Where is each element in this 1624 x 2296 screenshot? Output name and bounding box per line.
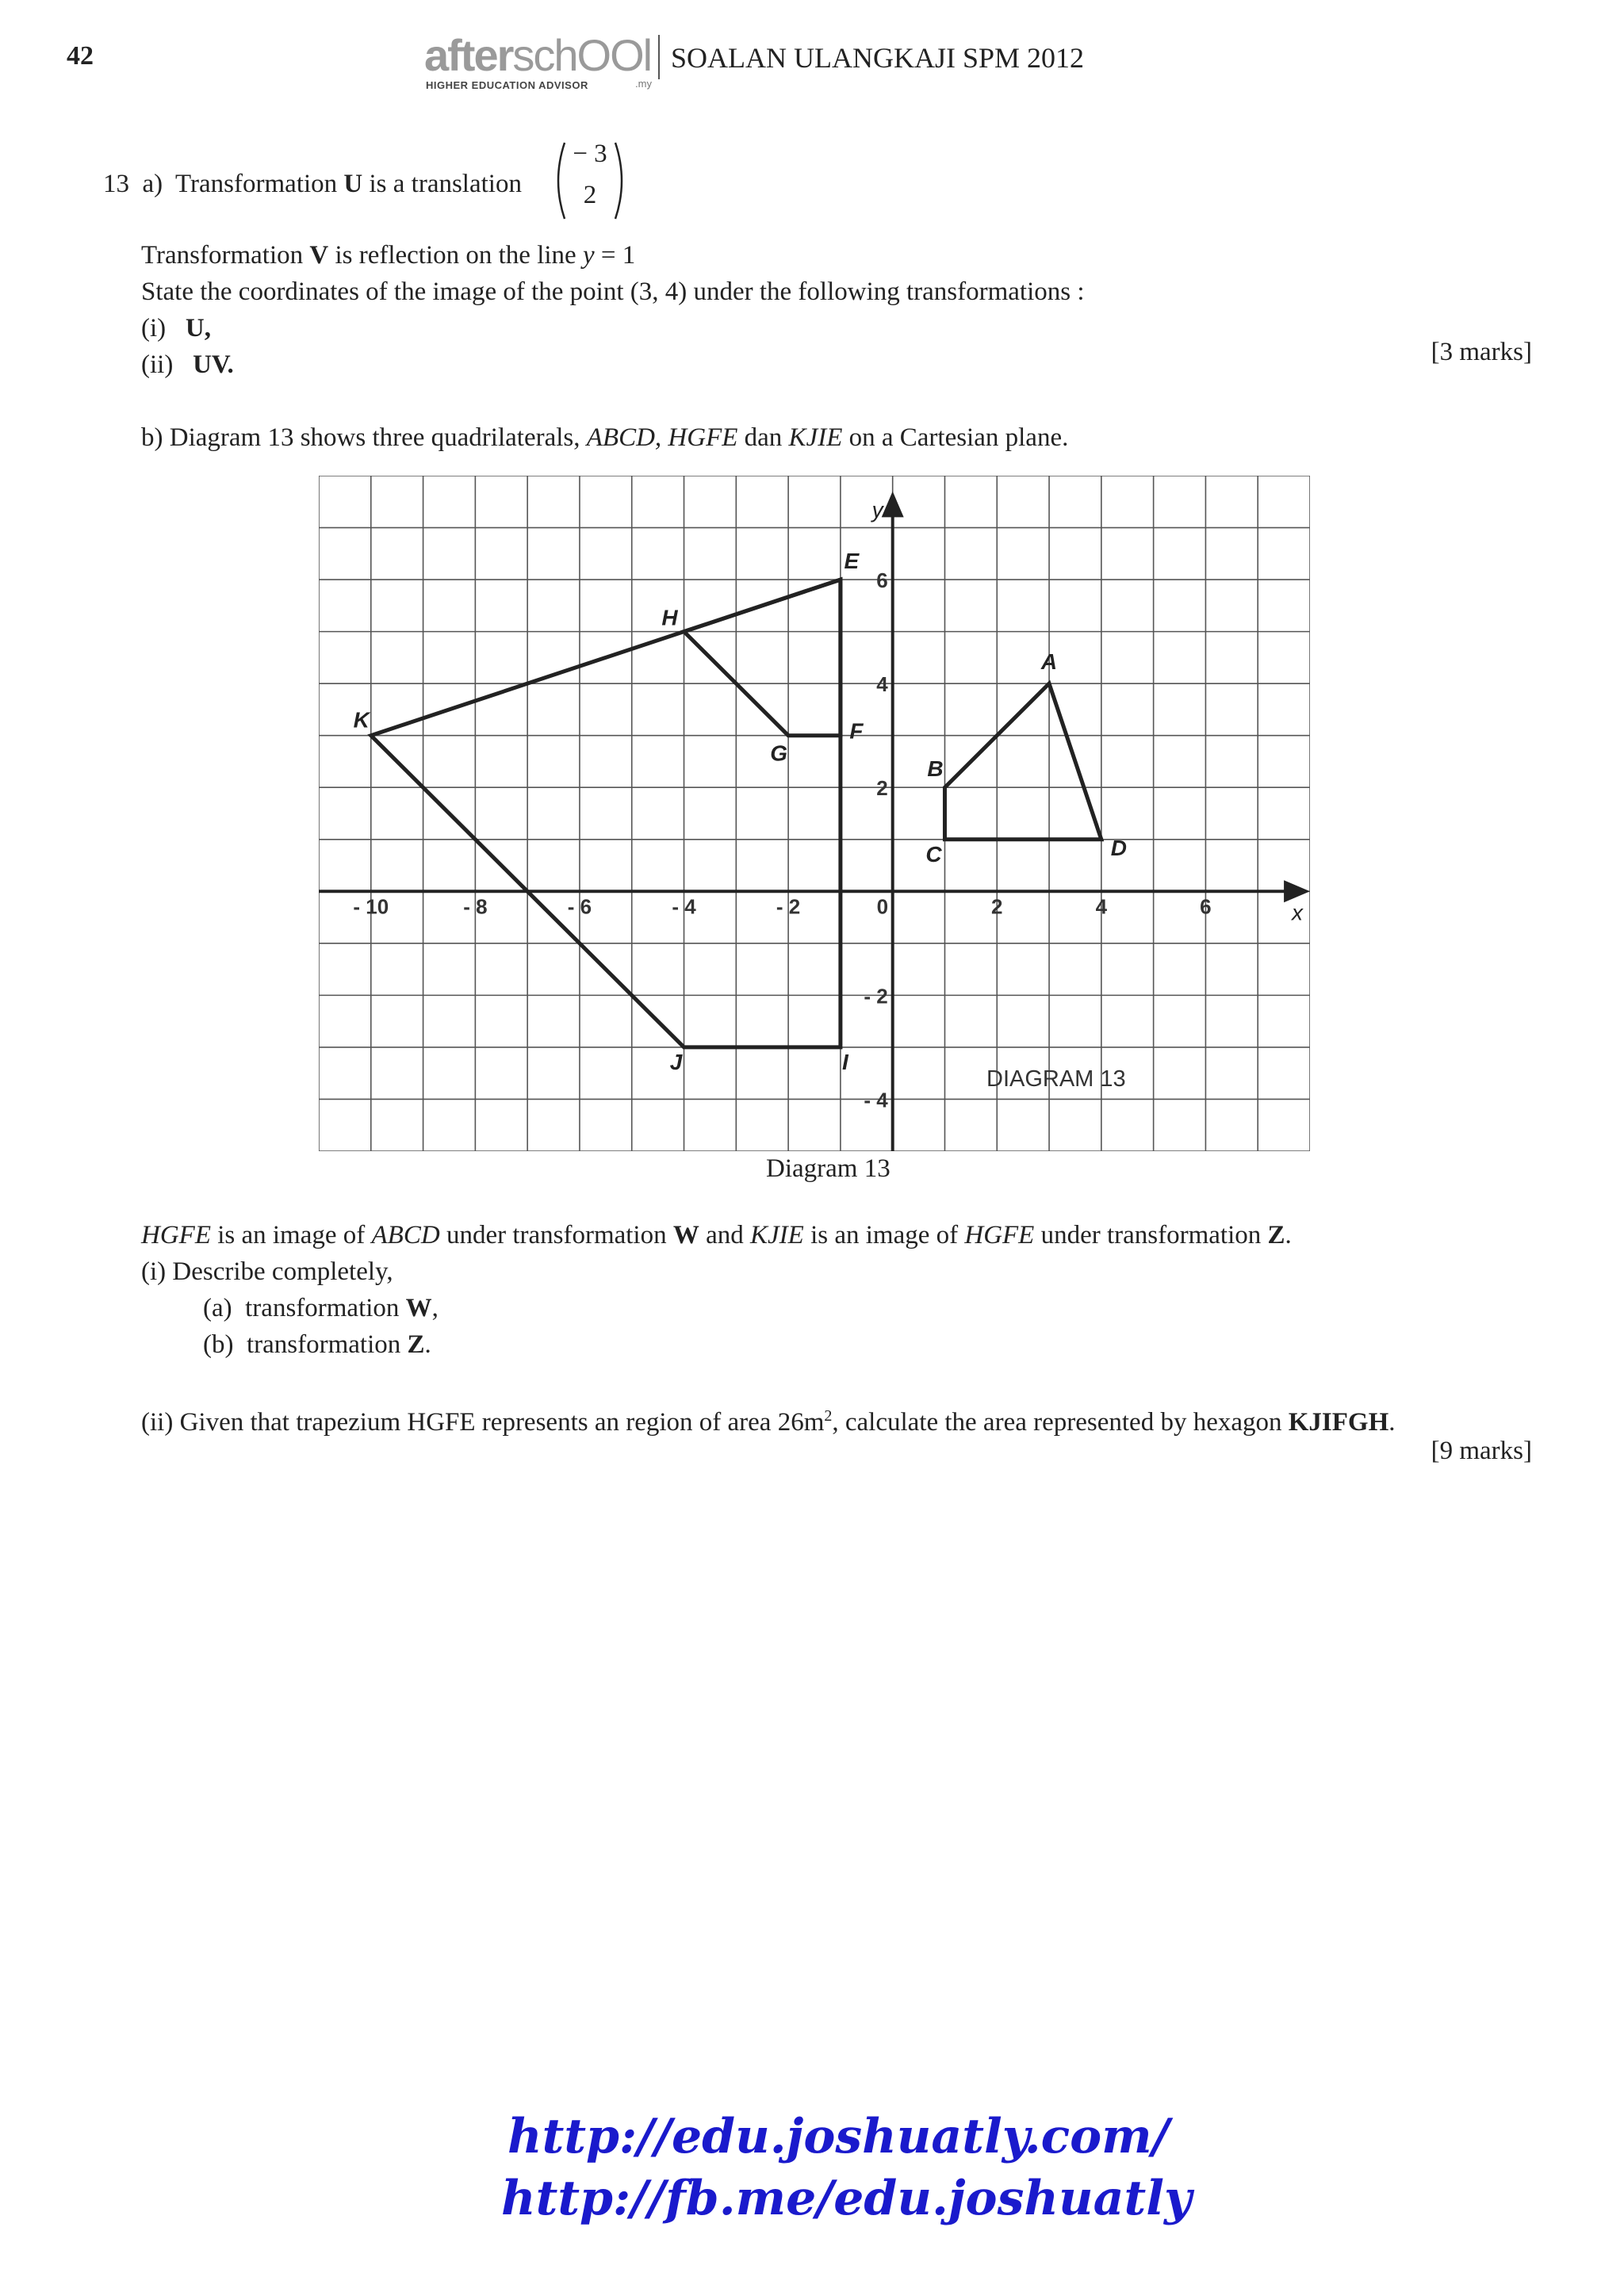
question-13b-statement (141, 1219, 1292, 1251)
question-13a-item-i (141, 312, 211, 344)
text: . (1285, 1221, 1292, 1249)
logo-suffix: .my (635, 78, 652, 90)
item-number: (b) (203, 1330, 234, 1359)
transformation-u: U (343, 170, 363, 198)
vertex-label-e: E (844, 549, 860, 574)
item-label: U, (185, 314, 211, 342)
y-tick-label: - 4 (864, 1088, 888, 1112)
footer-link-facebook[interactable]: http://fb.me/edu.joshuatly (501, 2171, 1192, 2226)
text: Transformation (141, 241, 310, 270)
origin-label: 0 (876, 894, 889, 919)
x-axis-label: x (1291, 900, 1303, 925)
vertex-label-h: H (661, 605, 678, 630)
footer-link-website[interactable]: http://edu.joshuatly.com/ (508, 2109, 1170, 2164)
transformation-w: W (405, 1294, 432, 1322)
variable-y: y (582, 241, 595, 270)
question-13b-ii (141, 1400, 1396, 1438)
item-label: UV. (193, 350, 234, 379)
text: KJIE (750, 1221, 804, 1249)
x-tick-label: 4 (1095, 894, 1108, 919)
logo-thin-part: schOOl (512, 30, 652, 80)
text: is a translation (362, 170, 522, 198)
afterschool-logo (424, 32, 662, 95)
text: ABCD, HGFE (586, 423, 738, 452)
y-tick-label: 4 (876, 672, 888, 697)
text: is an image of (210, 1221, 372, 1249)
x-tick-label: - 4 (672, 894, 696, 919)
vertex-label-g: G (770, 740, 787, 766)
text: is an image of (803, 1221, 965, 1249)
vertex-label-f: F (849, 718, 864, 744)
x-tick-label: 2 (991, 894, 1003, 919)
transformation-w: W (672, 1221, 699, 1249)
text: dan (737, 423, 789, 452)
question-13b-i-a (203, 1292, 439, 1324)
vertex-label-b: B (927, 756, 944, 782)
text: b) Diagram 13 shows three quadrilaterals, (141, 423, 587, 452)
x-axis-arrow-icon (1284, 880, 1310, 902)
question-13b-intro (141, 422, 1068, 453)
vector-bottom: 2 (583, 181, 597, 209)
y-axis-label: y (871, 497, 883, 522)
vertex-label-i: I (842, 1049, 848, 1074)
y-tick-label: - 2 (864, 984, 888, 1008)
text: . (1388, 1408, 1396, 1437)
text: , calculate the area represented by hexagon (832, 1408, 1289, 1437)
quadrilateral-abcd (944, 683, 1101, 840)
x-tick-label: - 6 (567, 894, 592, 919)
vertex-label-j: J (669, 1049, 683, 1074)
vertex-label-a: A (1040, 649, 1058, 675)
text: . (424, 1330, 431, 1359)
header-divider (658, 35, 660, 79)
marks-13b: [9 marks] (1431, 1437, 1532, 1465)
quadrilateral-kjie (371, 580, 841, 1047)
diagram-caption: Diagram 13 (766, 1154, 891, 1183)
text: transformation (246, 1330, 408, 1359)
tick-labels (353, 498, 1304, 1112)
item-number: (i) (141, 314, 167, 342)
text: transformation (245, 1294, 406, 1322)
y-axis-arrow-icon (882, 492, 904, 518)
transformation-z: Z (407, 1330, 425, 1359)
text: under transformation (439, 1221, 673, 1249)
x-tick-label: 6 (1200, 894, 1212, 919)
text: Transformation (175, 170, 344, 198)
text: , (431, 1294, 439, 1322)
vertex-label-k: K (353, 707, 370, 733)
question-13b-i: (i) Describe completely, (141, 1257, 393, 1286)
question-13a-line3: State the coordinates of the image of the point (3, 4) under the following transformations : (141, 277, 1085, 306)
y-tick-label: 2 (876, 776, 888, 801)
text: is reflection on the line (328, 241, 583, 270)
hexagon-name: KJIFGH (1288, 1408, 1389, 1437)
diagram-inner-label: DIAGRAM 13 (986, 1066, 1126, 1092)
text: and (699, 1221, 751, 1249)
superscript: 2 (824, 1407, 833, 1425)
text: (ii) Given that trapezium HGFE represents an region of area 26m (141, 1408, 825, 1437)
text: KJIE (788, 423, 843, 452)
vertex-label-c: C (925, 841, 942, 867)
translation-vector (550, 140, 630, 222)
transformation-v: V (309, 241, 329, 270)
quadrilateral-hgfe (684, 580, 841, 736)
question-part: a) (142, 170, 163, 198)
item-number: (a) (203, 1294, 232, 1322)
text: HGFE (964, 1221, 1035, 1249)
text: ABCD (371, 1221, 440, 1249)
grid-lines (319, 476, 1310, 1151)
text: on a Cartesian plane. (842, 423, 1069, 452)
header-title: SOALAN ULANGKAJI SPM 2012 (671, 42, 1085, 74)
text: HGFE (141, 1221, 211, 1249)
question-13a-item-ii (141, 349, 234, 381)
text: under transformation (1034, 1221, 1268, 1249)
page-number: 42 (67, 41, 94, 71)
x-tick-label: - 10 (353, 894, 389, 919)
logo-tagline: HIGHER EDUCATION ADVISOR (426, 79, 588, 91)
item-number: (ii) (141, 350, 174, 379)
logo-wordmark (424, 32, 651, 79)
text: = 1 (594, 241, 636, 270)
vertex-label-d: D (1110, 835, 1127, 860)
marks-13a: [3 marks] (1431, 338, 1532, 366)
question-number: 13 (103, 170, 129, 198)
transformation-z: Z (1267, 1221, 1285, 1249)
logo-bold-part: after (424, 30, 513, 80)
question-13a-line2 (141, 239, 635, 271)
cartesian-diagram (319, 476, 1310, 1151)
vector-top: − 3 (573, 140, 607, 168)
question-13b-i-b (203, 1329, 431, 1360)
question-13a-line1 (103, 168, 522, 200)
x-tick-label: - 2 (776, 894, 801, 919)
x-tick-label: - 8 (463, 894, 488, 919)
y-tick-label: 6 (876, 568, 888, 593)
